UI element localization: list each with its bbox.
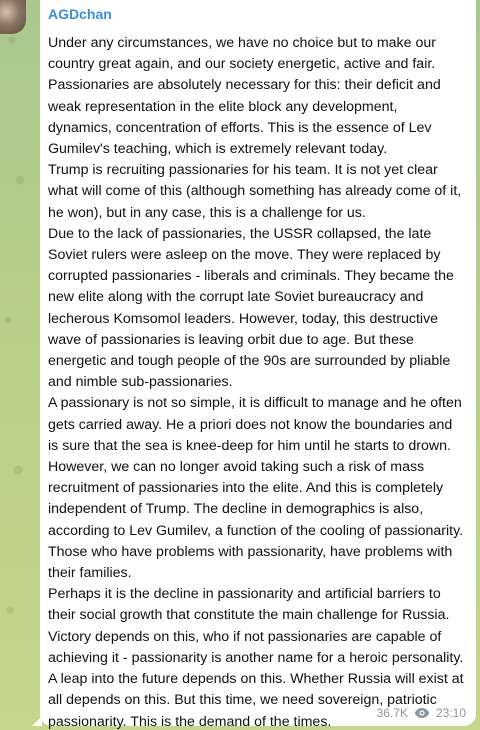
message-paragraph: Trump is recruiting passionaries for his team. It is not yet clear what will come of this (although something has already come of it, he won), but in any case, this is a challenge for us. [48, 162, 462, 221]
eye-icon [414, 707, 430, 719]
message-text [48, 33, 464, 730]
message-bubble[interactable] [40, 0, 476, 730]
message-paragraph: A passionary is not so simple, it is difficult to manage and he often gets carried away. He a priori does not know the boundaries and is sure that the sea is knee-deep for him until he starts to drown. However, we can no longer avoid taking such a risk of mass recruitment of passionaries into the elite. And this is completely independent of Trump. The decline in demographics is also, according to Lev Gumilev, a function of the cooling of passionarity. Those who have problems with passionarity, have problems with their families. [48, 395, 464, 582]
message-paragraph: Under any circumstances, we have no choice but to make our country great again, and our society energetic, active and fair. Passionaries are absolutely necessary for this: their deficit and weak representation in the elite block any development, dynamics, concentration of efforts. This is the essence of Lev Gumilev's teaching, which is extremely relevant today. [48, 35, 441, 158]
message-paragraph: Due to the lack of passionaries, the USSR collapsed, the late Soviet rulers were asleep on the move. They were replaced by corrupted passionaries - liberals and criminals. They became the new elite along with the corrupt late Soviet bureaucracy and lecherous Komsomol leaders. However, today, this destructive wave of passionaries is leaving orbit due to age. But these energetic and tough people of the 90s are surrounded by pliable and nimble sub-passionaries. [48, 225, 454, 391]
message-paragraph: Perhaps it is the decline in passionarity and artificial barriers to their social growth that constitute the main challenge for Russia. Victory depends on this, who if not passionaries are capable of achieving it - passionarity is another name for a heroic personality. A leap into the future depends on this. Whether Russia will exist at all depends on this. But this time, we need sovereign, patriotic passionarity. This is the demand of the times. [48, 586, 464, 730]
view-count: 36.7K [376, 706, 408, 720]
message-meta [377, 706, 466, 720]
avatar[interactable] [0, 0, 26, 34]
sender-name[interactable]: AGDchan [48, 6, 112, 22]
message-time: 23:10 [435, 706, 466, 720]
